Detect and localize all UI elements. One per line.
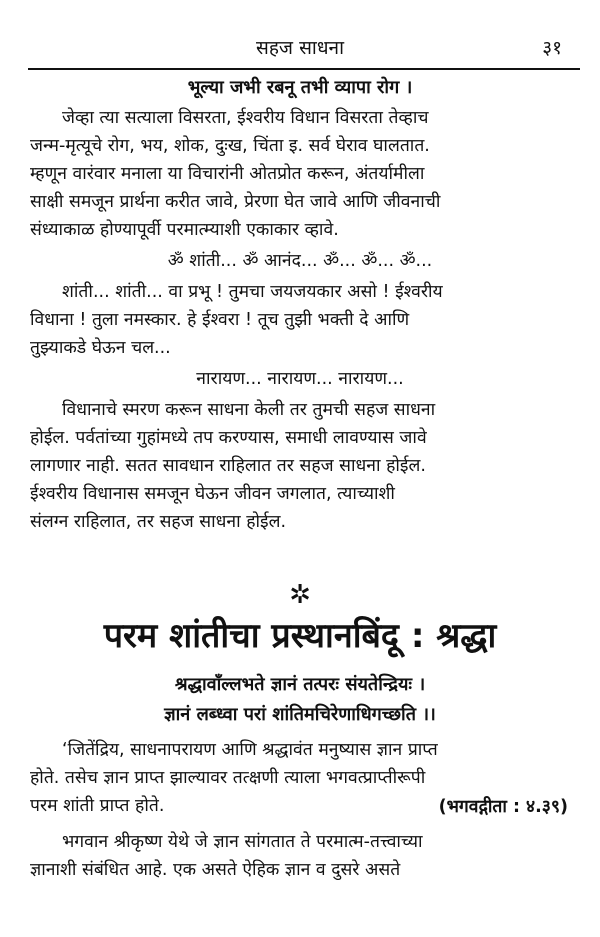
verse-line: श्रद्धावाँल्लभते ज्ञानं तत्परः संयतेन्द्रियः ।	[174, 674, 426, 695]
paragraph-line: भगवान श्रीकृष्ण येथे जे ज्ञान सांगतात ते परमात्म-तत्त्वाच्या	[62, 832, 423, 852]
paragraph-line: साक्षी समजून प्रार्थना करीत जावे, प्रेरणा घेत जावे आणि जीवनाची	[30, 192, 441, 212]
paragraph-line: विधाना ! तुला नमस्कार. हे ईश्वरा ! तूच तुझी भक्ती दे आणि	[30, 310, 410, 330]
paragraph-line: शांती... शांती... वा प्रभू ! तुमचा जयजयकार असो ! ईश्वरीय	[62, 282, 443, 302]
paragraph-line: लागणार नाही. सतत सावधान राहिलात तर सहज साधना होईल.	[30, 456, 426, 476]
paragraph-line: जेव्हा त्या सत्याला विसरता, ईश्वरीय विधान विसरता तेव्हाच	[62, 108, 429, 128]
chapter-title: परम शांतीचा प्रस्थानबिंदू : श्रद्धा	[103, 616, 497, 656]
paragraph-line: ईश्वरीय विधानास समजून घेऊन जीवन जगलात, त्याच्याशी	[30, 484, 395, 504]
paragraph-line: ‘जितेंद्रिय, साधनापरायण आणि श्रद्धावंत मनुष्यास ज्ञान प्राप्त	[62, 740, 438, 760]
paragraph-line: होते. तसेच ज्ञान प्राप्त झाल्यावर तत्क्षणी त्याला भगवत्प्राप्तीरूपी	[30, 768, 426, 788]
paragraph-line: विधानाचे स्मरण करून साधना केली तर तुमची सहज साधना	[62, 400, 436, 420]
verse-line: ज्ञानं लब्ध्वा परां शांतिमचिरेणाधिगच्छति ।।	[164, 704, 436, 725]
paragraph-line: तुझ्याकडे घेऊन चल...	[30, 338, 171, 358]
paragraph-line: होईल. पर्वतांच्या गुहांमध्ये तप करण्यास, समाधी लावण्यास जावे	[30, 428, 427, 448]
scripture-citation: (भगवद्गीता : ४.३९)	[438, 797, 568, 817]
running-header-title: सहज साधना	[256, 37, 344, 59]
paragraph-line: जन्म-मृत्यूचे रोग, भय, शोक, दुःख, चिंता इ. सर्व घेराव घालतात.	[30, 136, 430, 156]
paragraph-line: संलग्न राहिलात, तर सहज साधना होईल.	[30, 512, 287, 532]
header-rule	[28, 68, 580, 70]
paragraph-line: परम शांती प्राप्त होते.	[30, 796, 165, 816]
narayan-chant-line: नारायण... नारायण... नारायण...	[196, 369, 404, 389]
om-chant-line: ॐ शांती... ॐ आनंद... ॐ... ॐ... ॐ...	[167, 251, 433, 271]
section-separator-star: ✲	[289, 580, 311, 610]
section-heading: भूल्या जभी रबनू तभी व्यापा रोग ।	[187, 77, 413, 98]
paragraph-line: संध्याकाळ होण्यापूर्वी परमात्म्याशी एकाकार व्हावे.	[30, 220, 339, 240]
page-number: ३१	[542, 37, 562, 59]
paragraph-line: म्हणून वारंवार मनाला या विचारांनी ओतप्रोत करून, अंतर्यामीला	[30, 164, 425, 184]
paragraph-line: ज्ञानाशी संबंधित आहे. एक असते ऐहिक ज्ञान व दुसरे असते	[30, 860, 401, 880]
